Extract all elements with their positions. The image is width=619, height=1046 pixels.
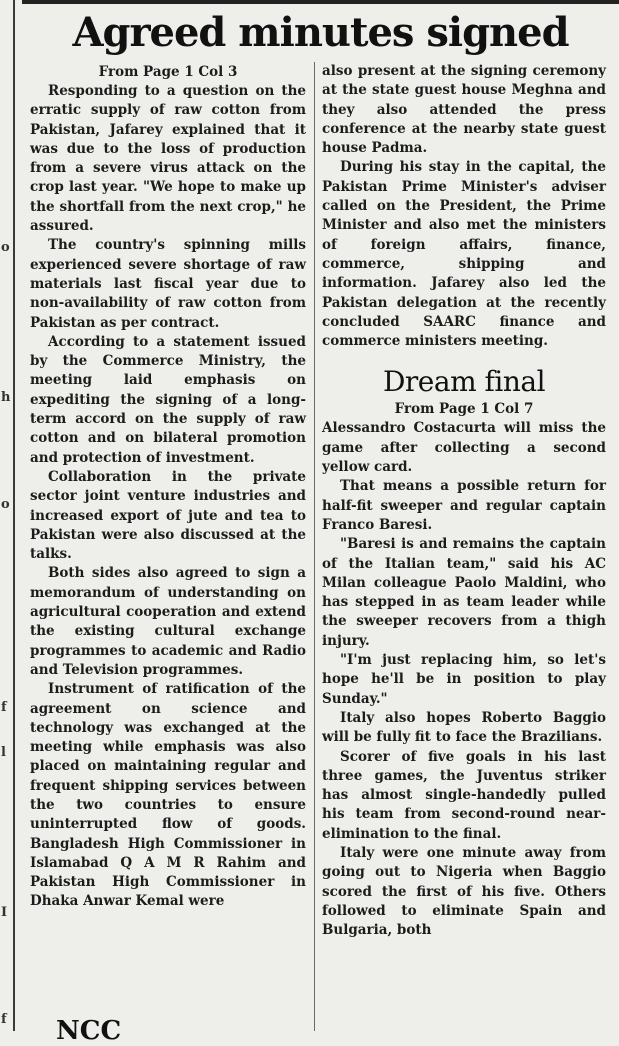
margin-fragment: l [1, 745, 6, 760]
margin-fragment: I [1, 905, 8, 920]
article-paragraph: Instrument of ratification of the agreement on science and technology was exchanged at the meeting while emphasis was also placed on maintaining regular and frequent shipping services between the two countries to ensure uninterrupted flow of goods. Bangladesh High Commissioner in Islamabad Q A M R Rahim and Pakistan High Commissioner in Dhaka Anwar Kemal were [30, 681, 306, 910]
left-margin [0, 0, 20, 1031]
margin-fragment: o [1, 240, 10, 255]
article-paragraph: Both sides also agreed to sign a memorandum of understanding on agricultural cooperation and extend the existing cultural exchange programmes to academic and Radio and Television programmes. [30, 565, 306, 678]
article-paragraph: According to a statement issued by the Commerce Ministry, the meeting laid emphasis on expediting the signing of a long-term accord on the supply of raw cotton and on bilateral promotion and protection of investment. [30, 333, 306, 466]
article-paragraph: "I'm just replacing him, so let's hope he'll be in position to play Sunday." [322, 652, 606, 707]
article-paragraph: During his stay in the capital, the Pakistan Prime Minister's adviser called on the President, the Prime Minister and also met the ministers of foreign affairs, finance, commerce, shipping and information. Jafarey also led the Pakistan delegation at the recently concluded SAARC finance and commerce ministers meeting. [322, 159, 606, 350]
margin-fragment: h [1, 390, 11, 405]
article-paragraph: "Baresi is and remains the captain of the Italian team," said his AC Milan colleague Paolo Maldini, who has stepped in as team leader while the sweeper recovers from a thigh injury. [322, 536, 606, 649]
margin-fragment: f [1, 1012, 7, 1027]
article-paragraph: Collaboration in the private sector joint venture industries and increased export of jute and tea to Pakistan were also discussed at the talks. [30, 468, 306, 563]
column-divider [314, 62, 315, 1031]
article-paragraph: Italy also hopes Roberto Baggio will be fully fit to face the Brazilians. [322, 709, 606, 746]
left-column [30, 62, 306, 912]
article-paragraph: The country's spinning mills experienced severe shortage of raw materials last fiscal year due to non-availability of raw cotton from Pakistan as per contract. [30, 237, 306, 331]
left-column-rule [13, 0, 15, 1031]
continuation-reference: From Page 1 Col 7 [394, 401, 534, 418]
article-paragraph: also present at the signing ceremony at the state guest house Meghna and they also attended the press conference at the nearby state guest house Padma. [322, 63, 606, 157]
subhead: Dream final [382, 365, 546, 399]
margin-fragment: o [1, 497, 10, 512]
headline: Agreed minutes signed [72, 9, 569, 56]
article-paragraph: Alessandro Costacurta will miss the game after collecting a second yellow card. [322, 420, 606, 476]
next-headline-partial: NCC [56, 1016, 122, 1046]
article-paragraph: Italy were one minute away from going out to Nigeria when Baggio scored the first of his five. Others followed to eliminate Spain and Bulgaria, both [322, 844, 606, 939]
article-paragraph: Scorer of five goals in his last three games, the Juventus striker has almost single-handedly pulled his team from second-round near-elimination to the final. [322, 748, 606, 842]
margin-fragment: f [1, 700, 7, 715]
right-column [322, 62, 606, 940]
article-paragraph: Responding to a question on the erratic supply of raw cotton from Pakistan, Jafarey explained that it was due to the loss of production from a severe virus attack on the crop last year. "We hope to make up the shortfall from the next crop," he assured. [30, 83, 306, 235]
article-paragraph: That means a possible return for half-fit sweeper and regular captain Franco Baresi. [322, 478, 606, 533]
continuation-reference: From Page 1 Col 3 [98, 64, 238, 80]
